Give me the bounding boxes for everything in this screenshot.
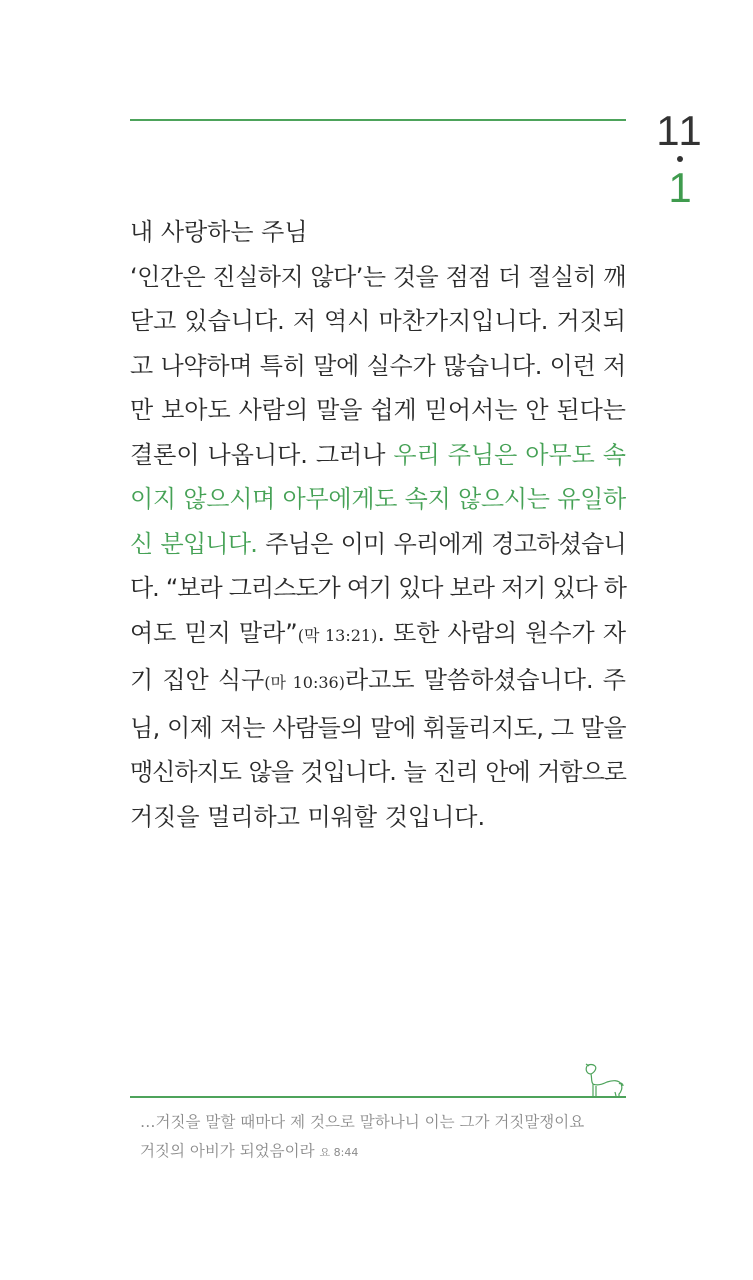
- scripture-line-1: …거짓을 말할 때마다 제 것으로 말하나니 이는 그가 거짓말쟁이요: [140, 1113, 585, 1131]
- body-line: [130, 299, 626, 344]
- body-text: 라고도 말씀하셨습니다. 주: [344, 666, 626, 694]
- date-marker: [640, 108, 720, 210]
- devotional-body: [130, 210, 626, 839]
- top-divider: [130, 119, 626, 121]
- bible-reference: (막 13:21): [297, 625, 378, 645]
- body-line-text: [130, 758, 626, 786]
- scripture-text: 거짓의 아비가 되었음이라: [140, 1142, 315, 1160]
- body-line-text: [130, 714, 626, 742]
- body-text: 결론이 나옵니다. 그러나: [130, 440, 394, 469]
- body-line: [130, 706, 626, 751]
- body-text: 주님은 이미 우리에게 경고하셨습니: [257, 529, 626, 558]
- highlighted-text: 이지 않으시며 아무에게도 속지 않으시는 유일하: [130, 485, 626, 513]
- body-text: 고 나약하며 특히 말에 실수가 많습니다. 이런 저: [130, 351, 626, 380]
- body-line-text: [130, 530, 626, 558]
- body-text: ‘인간은 진실하지 않다’는 것을 점점 더 절실히 깨: [130, 262, 626, 291]
- body-line: [130, 522, 626, 567]
- body-line-text: [130, 263, 626, 291]
- body-line-text: [130, 396, 626, 424]
- body-text: 다. “보라 그리스도가 여기 있다 보라 저기 있다 하: [130, 574, 626, 602]
- body-line: [130, 255, 626, 300]
- body-line-text: [130, 352, 626, 380]
- body-line-text: [130, 307, 626, 335]
- bottom-divider: [130, 1096, 626, 1098]
- highlighted-text: 신 분입니다.: [130, 529, 258, 558]
- body-line: [130, 795, 626, 840]
- body-line-text: [130, 441, 626, 469]
- date-month: 11: [656, 107, 704, 154]
- body-line-text: [130, 803, 485, 831]
- bible-reference: (마 10:36): [264, 673, 345, 692]
- body-text: . 또한 사람의 원수가 자: [377, 618, 627, 647]
- body-line: [130, 611, 626, 659]
- body-text: 거짓을 멀리하고 미워할 것입니다.: [130, 802, 486, 831]
- body-line-text: [130, 619, 626, 647]
- date-separator-dot: [677, 156, 683, 162]
- body-line: [130, 344, 626, 389]
- body-line: [130, 658, 626, 706]
- body-text: 기 집안 식구: [130, 666, 265, 694]
- body-line: [130, 388, 626, 433]
- body-line-text: [130, 666, 626, 694]
- scripture-line-2: [140, 1137, 630, 1167]
- body-line-text: [130, 574, 626, 602]
- body-line: [130, 433, 626, 478]
- body-line: [130, 477, 626, 522]
- highlighted-text: 우리 주님은 아무도 속: [393, 440, 626, 469]
- body-line: [130, 750, 626, 795]
- body-line-text: [130, 485, 626, 513]
- body-line: [130, 566, 626, 611]
- scripture-reference: 요 8:44: [319, 1146, 359, 1159]
- prayer-heading: 내 사랑하는 주님: [130, 218, 308, 246]
- body-text: 만 보아도 사람의 말을 쉽게 믿어서는 안 된다는: [130, 396, 626, 424]
- date-day: 1: [668, 164, 692, 211]
- scripture-footer: [140, 1108, 630, 1167]
- body-text: 닫고 있습니다. 저 역시 마찬가지입니다. 거짓되: [130, 307, 626, 335]
- body-text: 맹신하지도 않을 것입니다. 늘 진리 안에 거함으로: [130, 758, 626, 786]
- body-text: 님, 이제 저는 사람들의 말에 휘둘리지도, 그 말을: [130, 713, 626, 742]
- body-text: 여도 믿지 말라”: [130, 618, 298, 647]
